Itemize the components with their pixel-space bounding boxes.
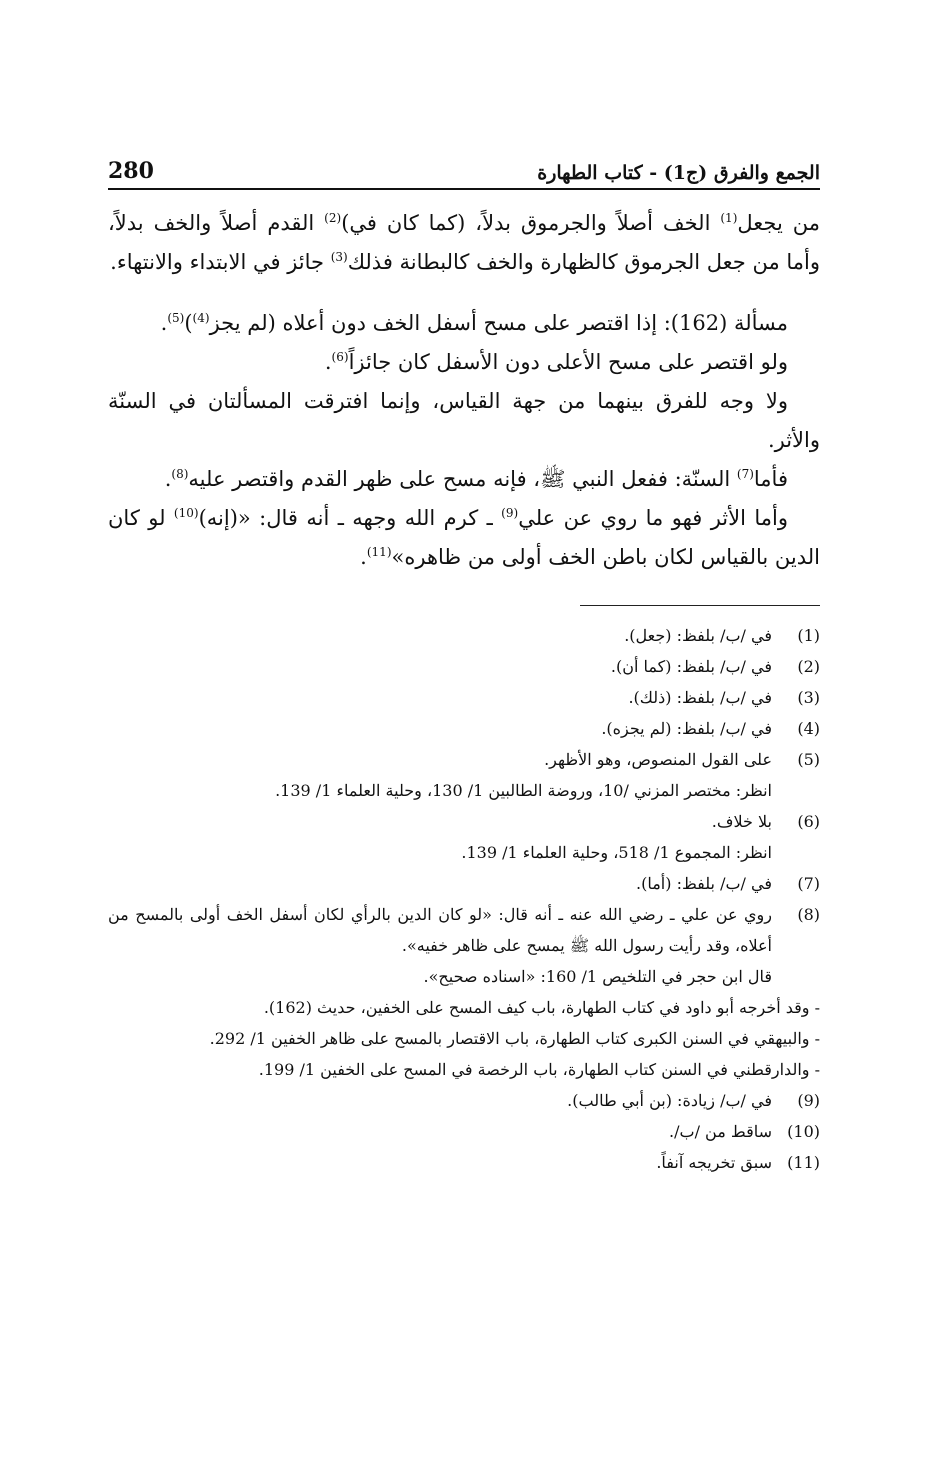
footnote-text: في /ب/ بلفظ: (جعل). — [624, 626, 772, 645]
footnote-continuation: قال ابن حجر في التلخيص 1/ 160: «اسناده صحيح». — [423, 967, 772, 986]
page-header — [108, 150, 820, 190]
footnote-number: (8) — [797, 905, 820, 924]
paragraph — [108, 304, 820, 343]
footnote-marker[interactable]: (7) — [736, 467, 754, 481]
paragraph — [108, 499, 820, 577]
text-run: السنّة: ففعل النبي ﷺ، فإنه مسح على ظهر القدم واقتصر عليه — [188, 467, 737, 491]
footnote-marker[interactable]: (4) — [192, 311, 210, 325]
footnote-source: - والدارقطني في السنن كتاب الطهارة، باب الرخصة في المسح على الخفين 1/ 199. — [258, 1060, 820, 1079]
text-run: . — [160, 311, 168, 335]
text-run: الخف أصلاً والجرموق بدلاً، (كما كان في) — [341, 211, 721, 235]
footnote — [108, 682, 820, 713]
footnote-text: في /ب/ بلفظ: (أما). — [636, 874, 772, 893]
footnote-text: في /ب/ بلفظ: (ذلك). — [628, 688, 772, 707]
footnote — [108, 744, 820, 775]
paragraph — [108, 382, 820, 460]
footnote-text: سبق تخريجه آنفاً. — [656, 1153, 772, 1172]
text-run: وأما الأثر فهو ما روي عن علي — [518, 506, 788, 530]
footnote-text: في /ب/ بلفظ: (لم يجزه). — [601, 719, 772, 738]
footnote-text: روي عن علي ـ رضي الله عنه ـ أنه قال: «لو كان الدين بالرأي لكان أسفل الخف أولى بالمسح من أعلاه، وقد رأيت رسول الله ﷺ يمسح على ظاهر خفيه». — [108, 905, 772, 955]
paragraph — [108, 460, 820, 499]
footnote-marker[interactable]: (3) — [330, 250, 348, 264]
footnote-source: - وقد أخرجه أبو داود في كتاب الطهارة، باب كيف المسح على الخفين، حديث (162). — [263, 998, 820, 1017]
text-run: ـ كرم الله وجهه ـ أنه قال: «(إنه) — [198, 506, 502, 530]
footnote-marker[interactable]: (9) — [501, 506, 519, 520]
footnote-marker[interactable]: (1) — [720, 211, 738, 225]
footnote-text: على القول المنصوص، وهو الأظهر. — [544, 750, 772, 769]
text-run: من يجعل — [737, 211, 820, 235]
footnote-number: (2) — [797, 657, 820, 676]
footnote-number: (1) — [797, 626, 820, 645]
text-run: ولو اقتصر على مسح الأعلى دون الأسفل كان جائزاً — [348, 350, 788, 374]
footnote-number: (10) — [787, 1122, 820, 1141]
book-page — [108, 150, 820, 1178]
footnote-number: (4) — [797, 719, 820, 738]
main-text — [108, 204, 820, 577]
footnote-continuation: انظر: مختصر المزني /10، وروضة الطالبين 1/ 130، وحلية العلماء 1/ 139. — [275, 781, 772, 800]
paragraph — [108, 343, 820, 382]
footnote-separator — [580, 605, 820, 606]
footnote-marker[interactable]: (6) — [331, 350, 349, 364]
footnote-number: (6) — [797, 812, 820, 831]
footnote — [108, 1085, 820, 1116]
footnote-text: بلا خلاف. — [711, 812, 772, 831]
footnote-continuation: انظر: المجموع 1/ 518، وحلية العلماء 1/ 139. — [461, 843, 772, 862]
footnote — [108, 713, 820, 744]
footnote — [108, 651, 820, 682]
running-title: الجمع والفرق (ج1) - كتاب الطهارة — [537, 162, 820, 184]
footnote-marker[interactable]: (2) — [324, 211, 342, 225]
footnote-marker[interactable]: (8) — [171, 467, 189, 481]
text-run: ولا وجه للفرق بينهما من جهة القياس، وإنما افترقت المسألتان في السنّة والأثر. — [108, 389, 820, 452]
footnote — [108, 868, 820, 899]
text-run: القدم أصلاً والخف بدلاً، وأما من جعل الجرموق كالظهارة والخف كالبطانة فذلك — [108, 211, 820, 274]
footnote-number: (9) — [797, 1091, 820, 1110]
footnote-number: (5) — [797, 750, 820, 769]
footnote — [108, 1116, 820, 1147]
footnote-source: - والبيهقي في السنن الكبرى كتاب الطهارة، باب الاقتصار بالمسح على ظاهر الخفين 1/ 292. — [209, 1029, 820, 1048]
text-run: مسألة (162): إذا اقتصر على مسح أسفل الخف دون أعلاه (لم يجز — [209, 311, 788, 335]
page-number: 280 — [108, 158, 154, 184]
footnote-text: في /ب/ زيادة: (بن أبي طالب). — [567, 1091, 772, 1110]
text-run: ) — [184, 311, 193, 335]
text-run: جائز في الابتداء والانتهاء. — [110, 250, 331, 274]
footnote-marker[interactable]: (11) — [366, 545, 392, 559]
text-run: لو كان الدين بالقياس لكان باطن الخف أولى من ظاهره» — [108, 506, 820, 569]
footnote-number: (11) — [787, 1153, 820, 1172]
footnote-marker[interactable]: (10) — [173, 506, 199, 520]
footnote-number: (3) — [797, 688, 820, 707]
footnote-number: (7) — [797, 874, 820, 893]
footnote-marker[interactable]: (5) — [167, 311, 185, 325]
text-run: فأما — [753, 467, 788, 491]
text-run: . — [324, 350, 332, 374]
footnote-text: في /ب/ بلفظ: (كما أن). — [610, 657, 772, 676]
text-run: . — [360, 545, 367, 569]
footnote — [108, 1147, 820, 1178]
footnote-text: ساقط من /ب/. — [669, 1122, 772, 1141]
footnote — [108, 620, 820, 651]
paragraph — [108, 204, 820, 282]
footnotes — [108, 620, 820, 1178]
footnote — [108, 806, 820, 837]
text-run: . — [164, 467, 172, 491]
footnote — [108, 899, 820, 961]
